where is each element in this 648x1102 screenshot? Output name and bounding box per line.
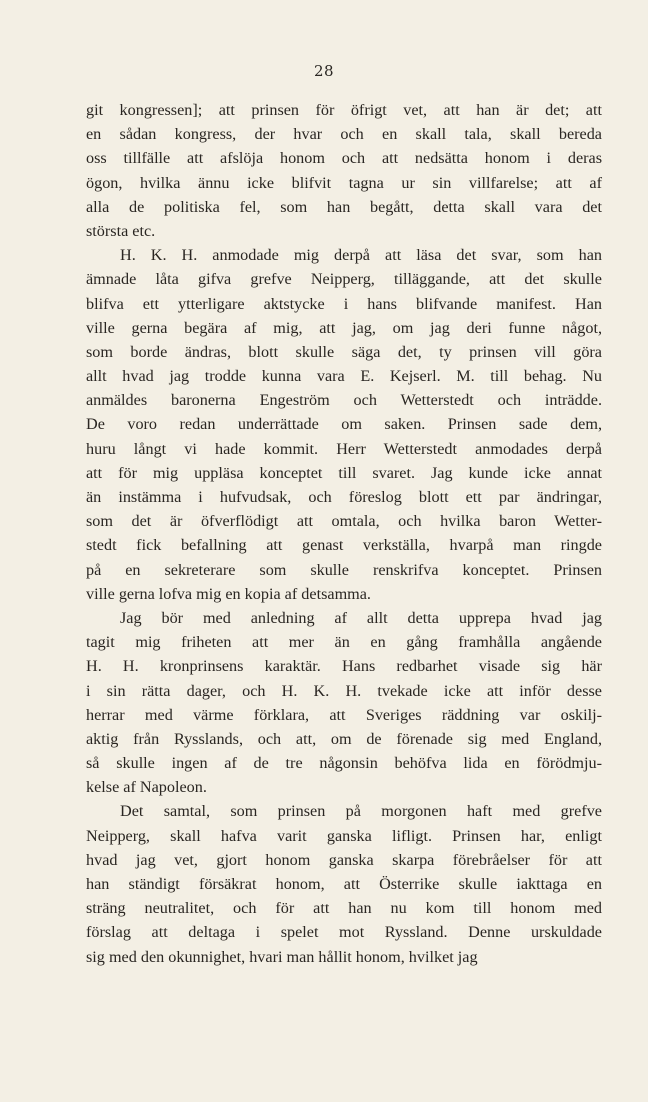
text-line: att för mig uppläsa konceptet till svaret. Jag kunde icke annat [86,463,602,482]
text-line: som borde ändras, blott skulle säga det, ty prinsen vill göra [86,342,602,361]
text-line: han ständigt försäkrat honom, att Österrike skulle iakttaga en [86,875,602,893]
text-line: kelse af Napoleon. [86,778,207,797]
paragraph [86,606,602,800]
paragraph [86,799,602,968]
text-line: Det samtal, som prinsen på morgonen haft med grefve [120,802,602,821]
text-line: än instämma i hufvudsak, och föreslog blott ett par ändringar, [86,488,602,506]
text-line: ämnade låta gifva grefve Neipperg, tilläggande, att det skulle [86,270,602,289]
text-line: hvad jag vet, gjort honom ganska skarpa förebråelser för att [86,850,602,869]
text-line: allt hvad jag trodde kunna vara E. Kejserl. M. till behag. Nu [86,367,602,386]
text-line: H. K. H. anmodade mig derpå att läsa det svar, som han [120,246,602,265]
text-line: herrar med värme förklara, att Sveriges räddning var oskilj- [86,705,602,724]
page-number: 28 [313,62,335,80]
text-line: aktig från Rysslands, och att, om de förenade sig med England, [86,729,602,748]
text-line: Jag bör med anledning af allt detta upprepa hvad jag [120,608,602,627]
text-line: Neipperg, skall hafva varit ganska lifligt. Prinsen har, enligt [86,826,602,845]
text-line: De voro redan underrättade om saken. Prinsen sade dem, [86,415,602,434]
text-line: alla de politiska fel, som han begått, detta skall vara det [86,197,602,216]
text-line: huru långt vi hade kommit. Herr Wetterstedt anmodades derpå [86,439,602,458]
text-line: sig med den okunnighet, hvari man hållit honom, hvilket jag [86,947,478,966]
text-line: förslag att deltaga i spelet mot Ryssland. Denne urskuldade [86,923,602,942]
text-line: H. H. kronprinsens karaktär. Hans redbarhet visade sig här [86,657,602,676]
text-line: anmäldes baronerna Engeström och Wetterstedt och inträdde. [86,391,602,410]
text-line: så skulle ingen af de tre någonsin behöfva lida en förödmju- [86,754,602,773]
text-line: ville gerna lofva mig en kopia af detsamma. [86,584,371,603]
text-line: ögon, hvilka ännu icke blifvit tagna ur sin villfarelse; att af [86,173,602,192]
text-line: som det är öfverflödigt att omtala, och hvilka baron Wetter- [86,512,602,531]
text-line: sträng neutralitet, och för att han nu kom till honom med [86,899,602,918]
text-line: blifva ett ytterligare aktstycke i hans blifvande manifest. Han [86,294,602,313]
text-line: ville gerna begära af mig, att jag, om jag deri funne något, [86,318,602,337]
paragraph [86,98,602,243]
text-line: git kongressen]; att prinsen för öfrigt vet, att han är det; att [86,101,602,119]
text-line: stedt fick befallning att genast verkställa, hvarpå man ringde [86,536,602,555]
text-line: på en sekreterare som skulle renskrifva konceptet. Prinsen [86,560,602,579]
text-line: oss tillfälle att afslöja honom och att nedsätta honom i deras [86,149,602,168]
body-text [86,98,602,969]
text-line: en sådan kongress, der hvar och en skall tala, skall bereda [86,125,602,144]
text-line: tagit mig friheten att mer än en gång framhålla angående [86,633,602,652]
text-line: i sin rätta dager, och H. K. H. tvekade icke att inför desse [86,681,602,700]
text-line: största etc. [86,221,156,240]
paragraph [86,243,602,606]
